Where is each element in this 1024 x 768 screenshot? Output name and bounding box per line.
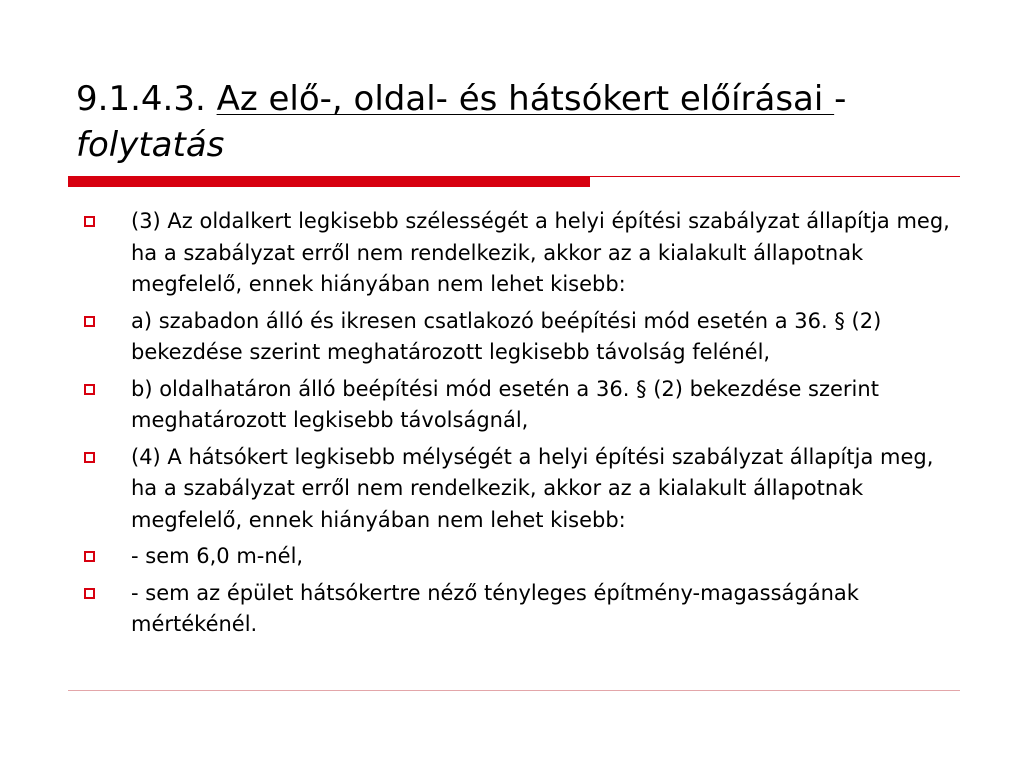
bullet-list [82, 206, 952, 646]
slide-title [76, 76, 936, 168]
square-bullet-icon [84, 452, 95, 463]
square-bullet-icon [84, 316, 95, 327]
list-item-text: - sem az épület hátsókertre néző tényleges építmény-magasságának mértékénél. [131, 580, 859, 636]
title-main: Az elő-, oldal- és hátsókert előírásai [216, 79, 835, 119]
list-item [82, 374, 952, 437]
list-item [82, 578, 952, 641]
title-number: 9.1.4.3. [76, 79, 206, 119]
list-item-text: a) szabadon álló és ikresen csatlakozó beépítési mód esetén a 36. § (2) bekezdése szerint meghatározott legkisebb távolság felénél, [131, 308, 882, 364]
title-divider-line [590, 176, 960, 177]
title-separator: - [834, 79, 847, 119]
square-bullet-icon [84, 216, 95, 227]
list-item-text: (4) A hátsókert legkisebb mélységét a helyi építési szabályzat állapítja meg, ha a szabályzat erről nem rendelkezik, akkor az a kialakult állapotnak megfelelő, ennek hiányában nem lehet kisebb: [131, 444, 934, 532]
title-accent-bar [68, 176, 590, 187]
square-bullet-icon [84, 551, 95, 562]
list-item-text: b) oldalhatáron álló beépítési mód esetén a 36. § (2) bekezdése szerint meghatározott legkisebb távolságnál, [131, 376, 879, 432]
square-bullet-icon [84, 588, 95, 599]
list-item-text: - sem 6,0 m-nél, [131, 544, 304, 568]
list-item-text: (3) Az oldalkert legkisebb szélességét a helyi építési szabályzat állapítja meg, ha a szabályzat erről nem rendelkezik, akkor az a kialakult állapotnak megfelelő, ennek hiányában nem lehet kisebb: [131, 209, 950, 296]
list-item [82, 306, 952, 369]
list-item [82, 442, 952, 537]
title-suffix: folytatás [76, 125, 225, 165]
list-item [82, 541, 952, 573]
footer-divider-line [68, 690, 960, 691]
list-item [82, 206, 952, 301]
square-bullet-icon [84, 384, 95, 395]
